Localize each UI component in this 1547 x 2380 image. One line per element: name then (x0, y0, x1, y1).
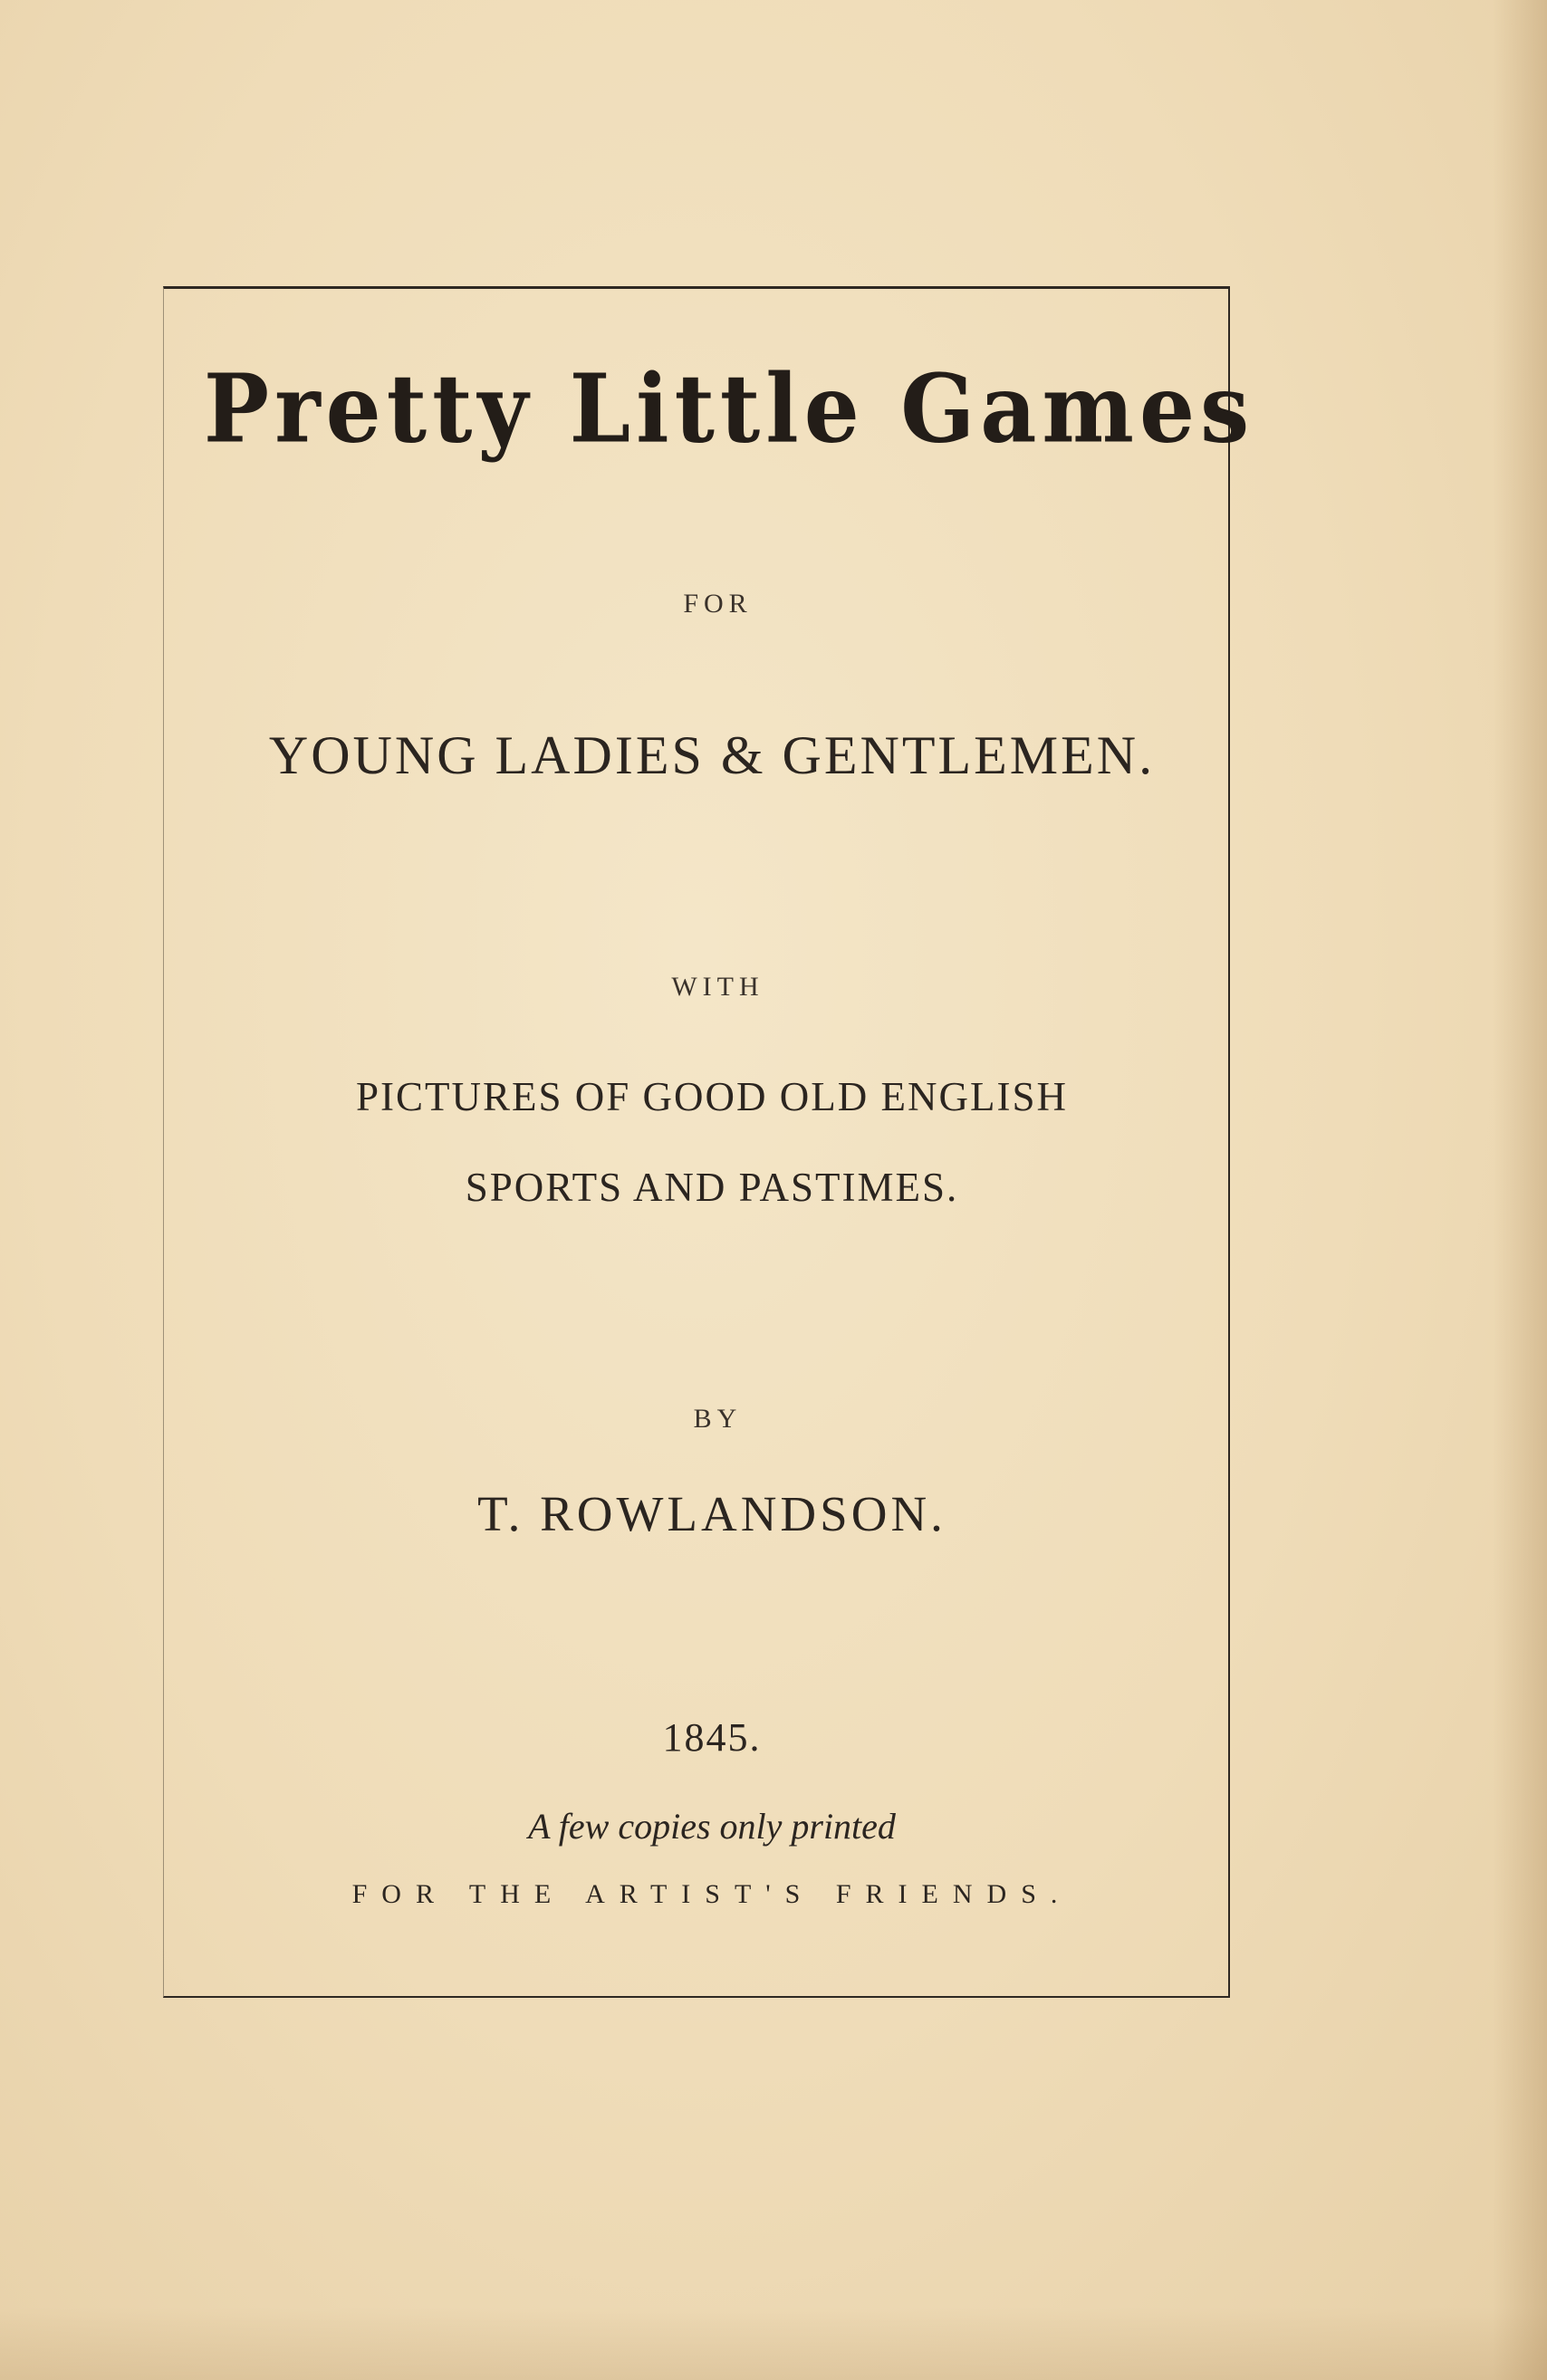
page-bottom-shadow (0, 2308, 1547, 2380)
subtitle-line-2: SPORTS AND PASTIMES. (465, 1165, 959, 1210)
printing-note: A few copies only printed (528, 1806, 896, 1847)
dedication-line: FOR THE ARTIST'S FRIENDS. (351, 1879, 1072, 1909)
publication-year: 1845. (662, 1715, 762, 1760)
page-edge-shadow (1493, 0, 1547, 2380)
subtitle-line-1: PICTURES OF GOOD OLD ENGLISH (355, 1074, 1069, 1119)
by-label: BY (693, 1404, 743, 1434)
book-title: Pretty Little Games (203, 353, 1255, 465)
with-label: WITH (671, 972, 764, 1002)
author-name: T. ROWLANDSON. (477, 1486, 946, 1541)
for-label: FOR (683, 589, 753, 619)
audience-line: YOUNG LADIES & GENTLEMEN. (268, 725, 1156, 785)
